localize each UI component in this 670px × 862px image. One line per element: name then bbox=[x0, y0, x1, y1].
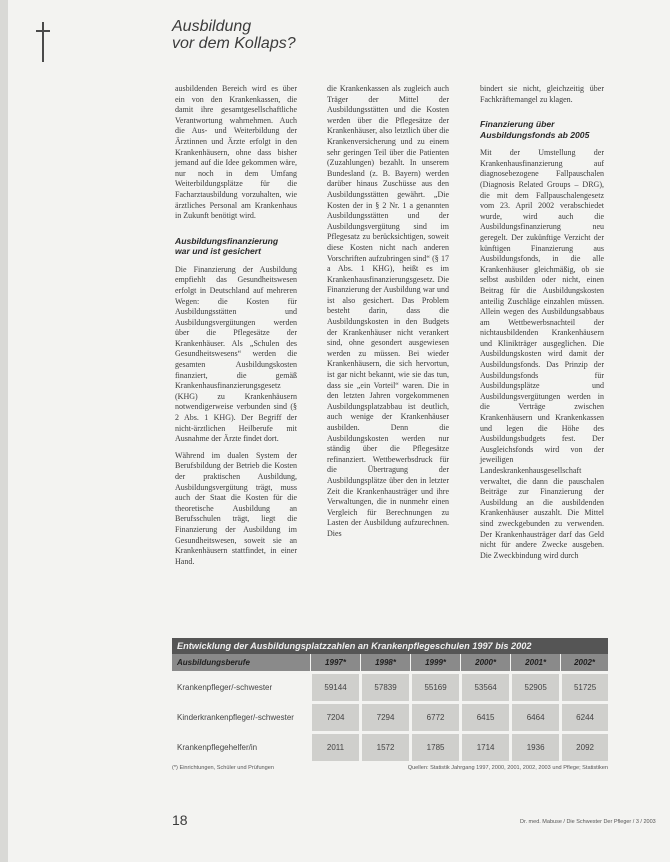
row-label: Krankenpflegehelfer/in bbox=[172, 733, 311, 762]
section-heading-line: Finanzierung über bbox=[480, 119, 555, 130]
paragraph: bindert sie nicht, gleichzeitig über Fachkräftemangel zu klagen. bbox=[480, 84, 604, 104]
paragraph: Die Finanzierung der Ausbildung empfiehlt das Gesundheitswesen erfolgt in Deutschland auf mehreren Wegen: die Kosten für Ausbildungsstätten und Ausbildungsvergütungen werden über die Pflegesätze der Krankenhäuser. Als „Schulen des Gesundheitswesens“ werden die gesamten Ausbildungskosten finanziert, die gemäß Krankenhausfinanzierungsgesetz (KHG) zu Krankenhäusern notwendigerweise verbunden sind (§ 2 Abs. 1 KHG). Der Begriff der nicht-ärztlichen Heilberufe mit Ausnahme der Ärzte findet dort. bbox=[175, 264, 297, 444]
table-cell: 2092 bbox=[561, 733, 608, 762]
paragraph: die Krankenkassen als zugleich auch Träger der Mittel der Ausbildungsstätten und die Kosten werden über die Pflegesätze der Krankenhäuser, also letztlich über die Krankenversicherung und zu einem sehr geringen Teil über die Patienten (Zuzahlungen) bezahlt. In unserem Bundesland (z. B. Bayern) werden darüber hinaus Zuschüsse aus den Ausbildungsstätten gewährt. „Die Kosten der in § 2 Nr. 1 a genannten Ausbildungsstätten und der Ausbildungsvergütung sind im Pflegesatz zu berücksichtigen, soweit diese Kosten nicht nach anderen Vorschriften aufzubringen sind“ (§ 17 a Abs. 1 KHG), heißt es im Krankenhausfinanzierungsgesetz. Die Finanzierung der Ausbildung war und ist also gesichert. Das Problem besteht darin, dass die Ausbildungskosten in den Budgets der Krankenhäuser nicht verankert sind, ohne gesondert ausgewiesen werden zu müssen. Bei wieder Krankenhäusern, die sich hervortun, ist gar nicht bekannt, wie sie das tun, dass sie „ein Vorteil“ waren. Die in den letzten Jahren vorgekommenen Ausbildungsplatzabbau ist deutlich, auch wenige der Krankenhäuser ausbilden. Denn die Ausbildungskosten werden nur ständig über die Pflegesätze refinanziert. Wettbewerbsdruck für die Übertragung der Ausbildungsplätze über den in letzter Zeit die Krankenhausträger und ihre Verwaltungen, die in nunmehr einen Vergleich für Berechnungen zu Lasten der Ausbildung aufzurechnen. Dies bbox=[327, 84, 449, 538]
table-cell: 7204 bbox=[311, 703, 361, 733]
table-cell: 1785 bbox=[411, 733, 461, 762]
column-header: 2000* bbox=[461, 654, 511, 673]
paragraph: Während im dualen System der Berufsbildung der Betrieb die Kosten der praktischen Ausbildung, Ausbildungsvergütung trägt, muss auch der Staat die Kosten für die theoretische Ausbildung an Berufsschulen trägt, liegt die Finanzierung der Ausbildung im Gesundheitswesen, soweit sie an Krankenhäusern stattfindet, in einer Hand. bbox=[175, 450, 297, 566]
row-label: Krankenpfleger/-schwester bbox=[172, 673, 311, 703]
table-cell: 1572 bbox=[361, 733, 411, 762]
table-cell: 6464 bbox=[511, 703, 561, 733]
crop-mark bbox=[42, 22, 44, 62]
page-number: 18 bbox=[172, 812, 188, 828]
text-column-1 bbox=[175, 84, 297, 573]
table-cell: 51725 bbox=[561, 673, 608, 703]
table-cell: 1936 bbox=[511, 733, 561, 762]
paragraph: Mit der Umstellung der Krankenhausfinanzierung auf diagnosebezogene Fallpauschalen (Diagnosis Related Groups – DRG), die mit dem Fallpauschalengesetz vom 23. April 2002 verabschiedet wurde, wird auch die Ausbildungsfinanzierung neu geregelt. Der zukünftige Verzicht der künftigen Finanzierung aus Ausbildungsfonds, in die alle Krankenhäuser gleichmäßig, ob sie selbst ausbilden oder nicht, einen Beitrag für die Ausbildungskosten anteilig Zuschläge einzahlen müssen. Allein wegen des Ausbildungsabbaus am Wettbewerbsnachteil der nichtausbildenden Krankenhäusern und Klinikträger ausgeglichen. Die Ausbildungskosten wird damit der Ausbildungsfonds. Das Prinzip der Ausbildungsfonds für Ausbildungsplätze und Ausbildungsvergütungen werden in die Verträge zwischen Krankenhäusern und Krankenkassen und legen die Höhe des Ausbildungsbudgets fest. Der Ausgleichsfonds wird von der jeweiligen Landeskrankenhausgesellschaft verwaltet, die dann die pauschalen Beiträge zur Finanzierung der Ausbildung an die ausbildenden Krankenhäuser auszahlt. Die Mittel sind zweckgebunden zu verwenden. Der Krankenhausträger darf das Geld nicht für andere Zwecke ausgeben. Die Zweckbindung wird durch bbox=[480, 148, 604, 560]
page-edge bbox=[0, 0, 8, 862]
table-header-row bbox=[172, 654, 608, 673]
table-source: Quellen: Statistik Jahrgang 1997, 2000, 2001, 2002, 2003 und Pflege; Statistiken bbox=[407, 765, 608, 771]
table-footnote: (*) Einrichtungen, Schüler und Prüfungen bbox=[172, 765, 274, 771]
table-cell: 57839 bbox=[361, 673, 411, 703]
table-cell: 53564 bbox=[461, 673, 511, 703]
table-cell: 59144 bbox=[311, 673, 361, 703]
text-column-3 bbox=[480, 84, 604, 567]
column-header: 1999* bbox=[411, 654, 461, 673]
column-header: 2001* bbox=[511, 654, 561, 673]
section-heading-line: war und ist gesichert bbox=[175, 246, 261, 257]
table-title: Entwicklung der Ausbildungsplatzzahlen an Krankenpflegeschulen 1997 bis 2002 bbox=[172, 638, 608, 654]
column-header: 1998* bbox=[361, 654, 411, 673]
table-cell: 55169 bbox=[411, 673, 461, 703]
crop-mark bbox=[36, 30, 50, 32]
section-heading bbox=[175, 236, 297, 257]
data-table-box bbox=[172, 638, 608, 771]
table-cell: 1714 bbox=[461, 733, 511, 762]
row-label: Kinderkrankenpfleger/-schwester bbox=[172, 703, 311, 733]
table-row bbox=[172, 673, 608, 703]
journal-footer: Dr. med. Mabuse / Die Schwester Der Pfleger / 3 / 2003 bbox=[520, 819, 656, 825]
section-heading-line: Ausbildungsfinanzierung bbox=[175, 235, 279, 246]
table-cell: 6415 bbox=[461, 703, 511, 733]
data-table bbox=[172, 654, 608, 761]
section-heading-line: Ausbildungsfonds ab 2005 bbox=[480, 129, 590, 140]
table-row bbox=[172, 703, 608, 733]
table-footer bbox=[172, 765, 608, 771]
column-header: Ausbildungsberufe bbox=[172, 654, 311, 673]
table-cell: 52905 bbox=[511, 673, 561, 703]
table-cell: 6772 bbox=[411, 703, 461, 733]
section-heading bbox=[480, 119, 604, 140]
column-header: 2002* bbox=[561, 654, 608, 673]
table-cell: 2011 bbox=[311, 733, 361, 762]
text-column-2 bbox=[327, 84, 449, 546]
column-header: 1997* bbox=[311, 654, 361, 673]
article-title bbox=[172, 18, 296, 52]
title-line-1: Ausbildung bbox=[172, 18, 252, 35]
title-line-2: vor dem Kollaps? bbox=[172, 35, 296, 52]
paragraph: ausbildenden Bereich wird es über ein von den Krankenkassen, die damit ihre gesamtgesellschaftliche Verantwortung wahrnehmen. Auch die Aus- und Weiterbildung der Ärztinnen und Ärzte erfolgt in den Krankenhäusern, ohne dass bisher jemand auf die Idee gekommen wäre, nur noch in dem Umfang Weiterbildungsplätze für die Facharztausbildung vorzuhalten, wie ärztliches Personal am Krankenhaus in Zukunft benötigt wird. bbox=[175, 84, 297, 221]
table-row bbox=[172, 733, 608, 762]
table-cell: 7294 bbox=[361, 703, 411, 733]
table-cell: 6244 bbox=[561, 703, 608, 733]
